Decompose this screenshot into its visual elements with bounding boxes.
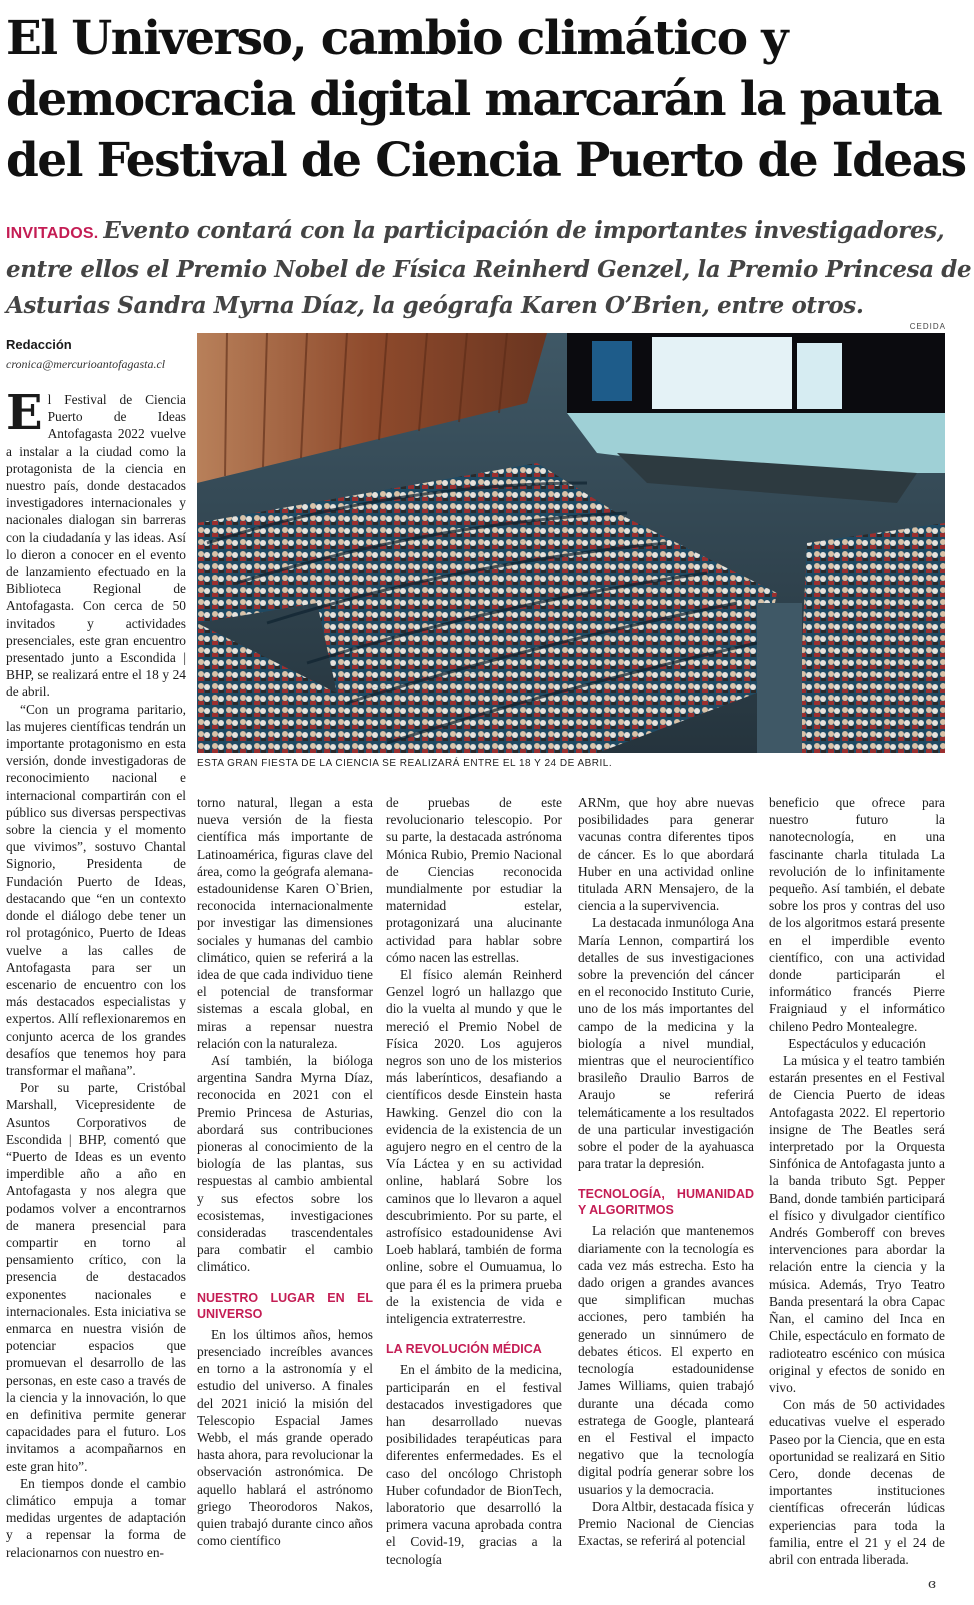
photo-caption: ESTA GRAN FIESTA DE LA CIENCIA SE REALIZARÁ ENTRE EL 18 Y 24 DE ABRIL. (197, 758, 613, 769)
auditorium-photo (197, 333, 945, 753)
article-column-5 (769, 794, 945, 1594)
deck-line-1: Evento contará con la participación de importantes investigadores, (103, 217, 945, 244)
audience-right (797, 523, 945, 753)
kicker-label: INVITADOS. (6, 225, 99, 242)
headline-line-3: del Festival de Ciencia Puerto de Ideas (6, 133, 966, 188)
end-of-article-icon: ɞ (928, 1577, 936, 1592)
byline-email-link[interactable]: cronica@mercurioantofagasta.cl (6, 357, 166, 371)
article-column-1 (6, 391, 186, 1596)
article-column-4 (578, 794, 754, 1594)
paragraph: La destacada inmunóloga Ana María Lennon, compartirá los detalles de sus investigaciones sobre la prevención del cáncer en el reconocido Instituto Curie, uno de los más importantes del campo de la medicina y la biología a nivel mundial, mientras que el neurocientífico brasileño Draulio Barros de Araujo se referirá telemáticamente a los resultados de una particular investigación sobre el poder de la ayahuasca para tratar la depresión. (578, 915, 754, 1172)
paragraph: Con más de 50 actividades educativas vuelve el esperado Paseo por la Ciencia, que en esta oportunidad se realizará en Sitio Cero, donde decenas de importantes instituciones científicas ofrecerán lúdicas experiencias para toda la familia, entre el 21 y el 24 de abril con entrada liberada. (769, 1397, 945, 1567)
photo-credit: CEDIDA (909, 322, 946, 331)
paragraph: de pruebas de este revolucionario telescopio. Por su parte, la destacada astrónoma Mónica Rubio, Premio Nacional de Ciencias reconocida mundialmente por estudiar la maternidad estelar, protagonizará una alucinante actividad para hablar sobre cómo nacen las estrellas. (386, 795, 562, 965)
article-column-3 (386, 794, 562, 1594)
headline-line-2: democracia digital marcarán la pauta (6, 72, 942, 127)
paragraph: torno natural, llegan a esta nueva versión de la fiesta científica más importante de Latinoamérica, figuras clave del área, como la geógrafa alemana-estadounidense Karen O`Brien, reconocida internacionalmente por investigar las dimensiones sociales y humanas del cambio climático, quien se referirá a la idea de que cada individuo tiene el potencial de transformar sistemas a escala global, en miras a repensar nuestra relación con la naturaleza. (197, 795, 373, 1051)
paragraph: El físico alemán Reinherd Genzel logró un hallazgo que dio la vuelta al mundo y que le mereció el Premio Nobel de Física 2020. Los agujeros negros son uno de los misterios más laberínticos, desafiando a científicos desde Einstein hasta Hawking. Genzel dio con la evidencia de la existencia de un agujero negro en el centro de la Vía Láctea y en su actividad online, hablará Sobre los caminos que lo llevaron a aquel descubrimiento. Por su parte, el astrofísico estadounidense Avi Loeb hablará, también de forma online, sobre el Oumuamua, lo que para él es la primera prueba de la existencia de vida e inteligencia extraterrestre. (386, 967, 562, 1327)
section-heading: NUESTRO LUGAR EN EL UNIVERSO (197, 1290, 373, 1321)
stage-screen-left (592, 341, 632, 401)
byline (6, 337, 188, 372)
auditorium-illustration (197, 333, 945, 753)
byline-author: Redacción (6, 337, 72, 352)
paragraph: El Festival de Ciencia Puerto de Ideas Antofagasta 2022 vuelve a instalar a la ciudad como la protagonista de la ciencia en nuestro país, donde destacados investigadores internacionales y nacionales dialogan sin barreras con la ciudadanía y las ideas. Así lo dieron a conocer en el evento de lanzamiento efectuado en la Biblioteca Regional de Antofagasta. Con cerca de 50 invitados y actividades presenciales, este gran encuentro presentado junto a Escondida | BHP, se realizará entre el 18 y 24 de abril. (6, 391, 186, 700)
paragraph: La música y el teatro también estarán presentes en el Festival de Ciencia Puerto de ideas Antofagasta 2022. El repertorio insigne de The Beatles será interpretado por la Orquesta Sinfónica de Antofagasta junto a la banda tributo Sgt. Pepper Band, donde también participará el físico y divulgador científico Andrés Gomberoff con breves intervenciones para abordar la relación entre la ciencia y la música. Además, Tryo Teatro Banda presentará la obra Capac Ñan, el camino del Inca en Chile, espectáculo en formato de radioteatro escénico con música original y efectos de sonido en vivo. (769, 1053, 945, 1395)
stage-screen-right (797, 343, 842, 409)
paragraph: ARNm, que hoy abre nuevas posibilidades para generar vacunas contra diferentes tipos de cáncer. Es lo que abordará Huber en una actividad online titulada ARN Mensajero, de la ciencia a la supervivencia. (578, 795, 754, 914)
subsection-heading: Espectáculos y educación (788, 1035, 926, 1051)
deck-line-3: Asturias Sandra Myrna Díaz, la geógrafa Karen O’Brien, entre otros. (6, 292, 864, 319)
paragraph: En los últimos años, hemos presenciado increíbles avances en torno a la astronomía y el estudio del universo. A finales del 2021 inició la misión del Telescopio Espacial James Webb, el más grande operado hasta ahora, para revolucionar la observación astronómica. De aquello hablará el astrónomo griego Theorodoros Nakos, quien trabajó durante cinco años como científico (197, 1326, 373, 1549)
headline-line-1: El Universo, cambio climático y (6, 11, 787, 66)
deck-subtitle (6, 213, 972, 324)
paragraph: En tiempos donde el cambio climático empuja a tomar medidas urgentes de adaptación y a repensar la forma de relacionarnos con nuestro en- (6, 1475, 186, 1560)
article-column-2 (197, 794, 373, 1594)
headline (6, 8, 968, 191)
section-heading: TECNOLOGÍA, HUMANIDAD Y ALGORITMOS (578, 1187, 754, 1218)
deck-line-2: entre ellos el Premio Nobel de Física Reinherd Genzel, la Premio Princesa de (6, 256, 972, 283)
stage-screen-main (652, 337, 792, 409)
paragraph: En el ámbito de la medicina, participarán en el festival destacados investigadores que han desarrollado nuevas posibilidades terapéuticas para diferentes enfermedades. Es el caso del oncólogo Christoph Huber cofundador de BionTech, laboratorio que desarrolló la primera vacuna aprobada contra el Covid-19, gracias a la tecnología (386, 1362, 562, 1567)
paragraph: “Con un programa paritario, las mujeres científicas tendrán un importante protagonismo en esta versión, donde investigadoras de reconocimiento nacional e internacional compartirán con el público sus diversas perspectivas sobre la ciencia y el momento que vivimos”, sostuvo Chantal Signorio, Presidenta de Fundación Puerto de Ideas, destacando que “en un contexto donde el diálogo debe tener un rol protagónico, Puerto de Ideas vuelve a las calles de Antofagasta para ser un escenario de encuentro con los más destacados especialistas y expertos. Allí reflexionaremos en conjunto acerca de los grandes desafíos que tenemos hoy para transformar el mañana”. (6, 701, 186, 1078)
section-heading: LA REVOLUCIÓN MÉDICA (386, 1342, 542, 1357)
paragraph: Dora Altbir, destacada física y Premio Nacional de Ciencias Exactas, se referirá al potencial (578, 1498, 754, 1549)
paragraph: Así también, la bióloga argentina Sandra Myrna Díaz, reconocida en 2021 con el Premio Princesa de Asturias, abordará sus contribuciones pioneras al conocimiento de la biología de las plantas, sus respuestas al cambio ambiental y sus efectos sobre los ecosistemas, investigaciones consideradas trascendentales para combatir el cambio climático. (197, 1053, 373, 1275)
paragraph: La relación que mantenemos diariamente con la tecnología es cada vez más estrecha. Esto ha dado origen a grandes avances que simplifican muchas acciones, pero también ha generado un sinnúmero de debates éticos. El experto en tecnología estadounidense James Williams, quien trabajó durante una década como estratega de Google, planteará en el Festival el impacto negativo que la tecnología digital podría generar sobre los usuarios y la democracia. (578, 1223, 754, 1497)
paragraph: Por su parte, Cristóbal Marshall, Vicepresidente de Asuntos Corporativos de Escondida | BHP, comentó que “Puerto de Ideas es un evento imperdible año a año en Antofagasta y nos alegra que podamos volver a encontrarnos de manera presencial para compartir en torno al pensamiento crítico, con la presencia de destacados exponentes nacionales e internacionales. Esta iniciativa se enmarca en nuestra visión de potenciar espacios que promuevan el desarrollo de las personas, en este caso a través de la ciencia y la innovación, lo que en definitiva permite generar capacidades para el futuro. Los invitamos a acompañarnos en este gran hito”. (6, 1080, 186, 1474)
paragraph: beneficio que ofrece para nuestro futuro la nanotecnología, en una fascinante charla titulada La revolución de lo infinitamente pequeño. Así también, el debate sobre los pros y contras del uso de los algoritmos estará presente en el imperdible evento científico, con una actividad donde participarán el informático francés Pierre Fraigniaud y el informático chileno Pedro Montealegre. (769, 795, 945, 1034)
